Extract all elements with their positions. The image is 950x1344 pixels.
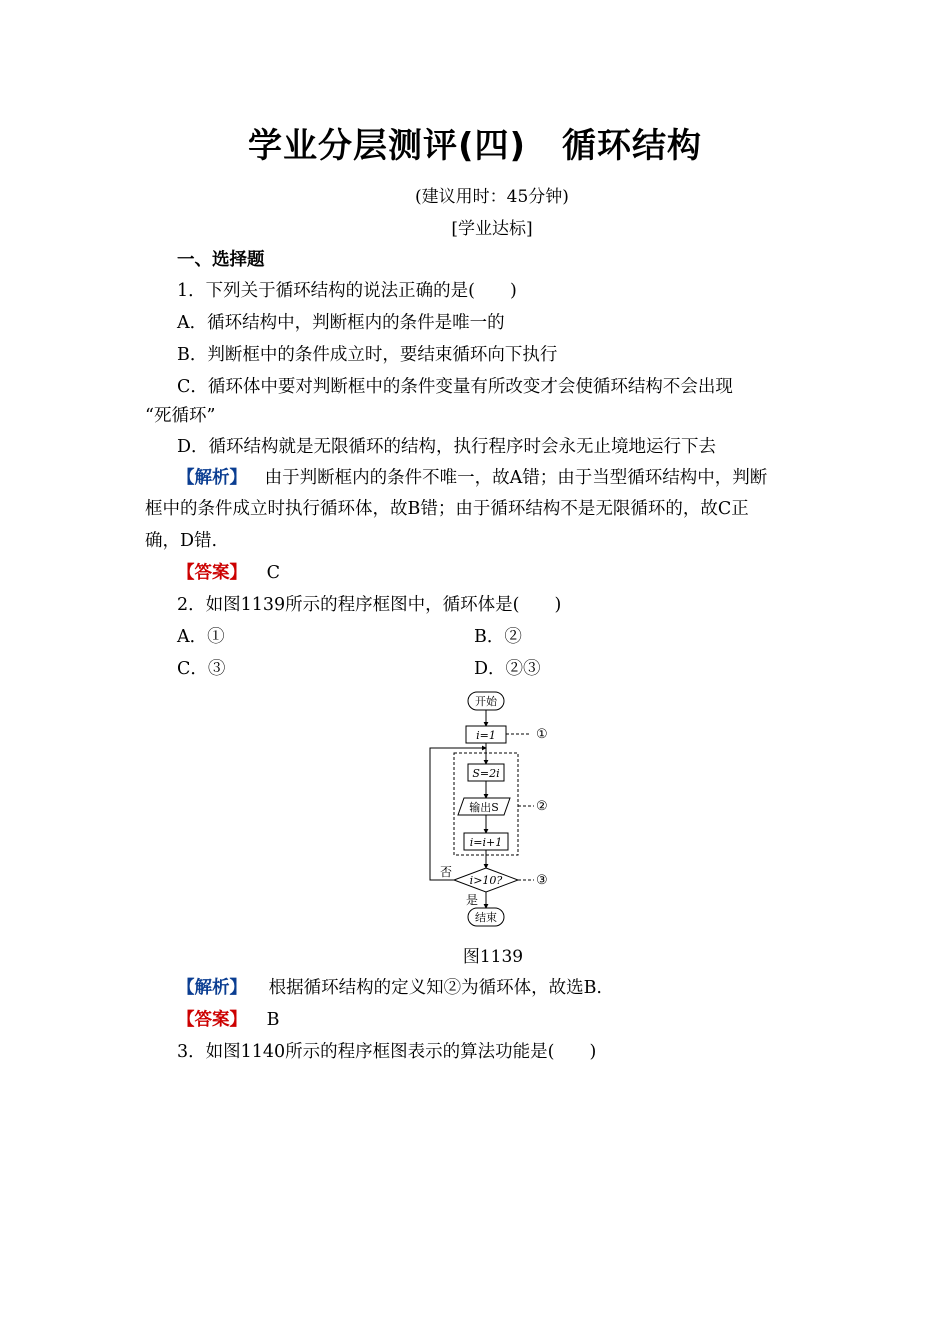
flow-increment-label: i=i+1	[469, 836, 503, 849]
q1-option-b: B．判断框中的条件成立时，要结束循环向下执行	[177, 345, 558, 365]
figure-caption: 图1139	[462, 947, 524, 967]
q1-analysis-cont: 框中的条件成立时执行循环体，故B错；由于循环结构不是无限循环的，故C正	[145, 499, 749, 519]
q2-analysis-label: 【解析】	[177, 978, 247, 998]
page-title	[0, 118, 950, 167]
title-main: 学业分层测评(四)	[247, 126, 527, 166]
flow-end-label: 结束	[475, 911, 497, 924]
flow-init-label: i=1	[476, 729, 496, 742]
flow-no-label: 否	[440, 865, 453, 879]
q3-stem: 3．如图1140所示的程序框图表示的算法功能是( )	[177, 1042, 597, 1062]
q2-option-d: D．②③	[474, 659, 541, 679]
q2-analysis-text: 根据循环结构的定义知②为循环体，故选B.	[268, 978, 602, 998]
suggested-time: (建议用时：45分钟)	[415, 187, 569, 207]
q1-option-c-cont: “死循环”	[145, 406, 216, 426]
q1-option-c: C．循环体中要对判断框中的条件变量有所改变才会使循环结构不会出现	[177, 377, 733, 397]
flow-marker-2: ②	[536, 799, 548, 814]
q2-stem: 2．如图1139所示的程序框图中，循环体是( )	[177, 595, 562, 615]
flow-step-label: S=2i	[472, 767, 500, 780]
flow-condition-label: i>10?	[469, 874, 503, 887]
flow-marker-3: ③	[536, 873, 548, 888]
flow-marker-1: ①	[536, 727, 548, 742]
title-topic: 循环结构	[562, 126, 703, 166]
q1-analysis-text: 由于判断框内的条件不唯一，故A错；由于当型循环结构中，判断	[264, 468, 768, 488]
q1-analysis	[177, 464, 767, 489]
q1-stem: 1．下列关于循环结构的说法正确的是( )	[177, 281, 517, 301]
q2-answer	[177, 1006, 279, 1031]
q1-analysis-label: 【解析】	[177, 468, 247, 488]
q1-answer-value: C	[266, 563, 280, 583]
flow-yes-label: 是	[466, 893, 479, 907]
q2-option-c: C．③	[177, 659, 226, 679]
q2-option-a: A．①	[177, 627, 225, 647]
q2-analysis	[177, 974, 602, 999]
q1-option-a: A．循环结构中，判断框内的条件是唯一的	[177, 313, 505, 333]
flow-start-label: 开始	[475, 695, 497, 708]
q2-answer-label: 【答案】	[177, 1010, 247, 1030]
q1-answer	[177, 559, 280, 584]
q1-option-d: D．循环结构就是无限循环的结构，执行程序时会永无止境地运行下去	[177, 437, 717, 457]
section-heading: 一、选择题	[177, 250, 265, 270]
section-tag: [学业达标]	[451, 219, 533, 239]
flow-output-label: 输出S	[469, 801, 499, 814]
q2-option-b: B．②	[474, 627, 522, 647]
q2-answer-value: B	[266, 1010, 280, 1030]
q1-answer-label: 【答案】	[177, 563, 247, 583]
q1-analysis-cont2: 确，D错.	[145, 531, 218, 551]
flowchart	[426, 686, 576, 930]
